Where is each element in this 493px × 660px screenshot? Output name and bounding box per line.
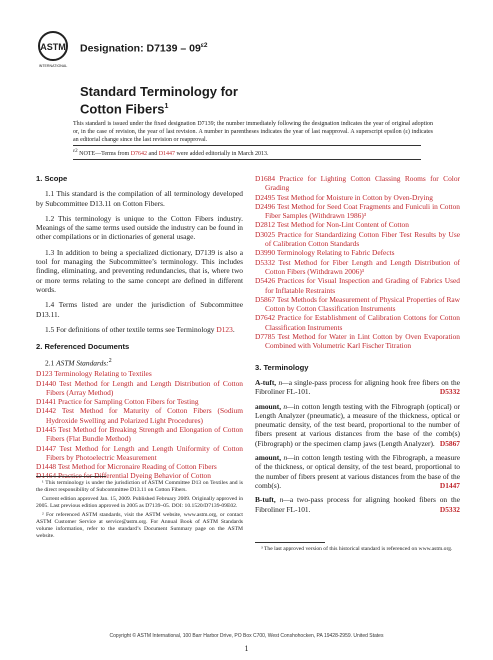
reference-item [255, 174, 460, 193]
reference-item [36, 369, 243, 378]
footnote: ³ The last approved version of this historical standard is referenced on www.astm.org. [261, 546, 453, 552]
reference-item [36, 425, 243, 444]
term-definition: in cotton length testing with the Fibrograph (optical) or Length Analyzer (pneumatic), a measure of the thickness, optical or pneumatic density, of the test beard, proportional to the number of fibers present at various distances from the base of the comb(s) (Fibrograph) or the specimen clamp jaws (Length Analyzer). [255, 401, 460, 448]
reference-title-link[interactable]: Test Method for Length and Length Distribution of Cotton Fibers (Array Method) [46, 378, 244, 397]
reference-title-link[interactable]: Practice for Lighting Cotton Classing Rooms for Color Grading [265, 174, 460, 193]
scope-1-1: 1.1 This standard is the compilation of all terminology developed by Subcommittee D13.11 on Cotton Fibers. [36, 189, 243, 208]
reference-item [255, 276, 460, 295]
ref-link-d123[interactable]: D123 [216, 324, 233, 334]
reference-code-link[interactable]: D2496 [255, 201, 276, 211]
term-name: B-tuft, [255, 495, 276, 505]
reference-code-link[interactable]: D5332 [255, 257, 276, 267]
reference-title-link[interactable]: Test Method for Length and Length Uniformity of Cotton Fibers by Photoelectric Measurement [46, 443, 243, 462]
reference-item [36, 406, 243, 425]
astm-logo [36, 30, 70, 70]
reference-item [255, 295, 460, 314]
editorial-note: $^{\varepsilon 2}$ NOTE—Terms from D7642 and D1447 were added editorially in March 2013. [73, 145, 421, 160]
refdocs-heading: 2. Referenced Documents [36, 342, 130, 352]
reference-title-link[interactable]: Test Method for Micronaire Reading of Cotton Fibers [57, 462, 217, 472]
term-source-link[interactable]: D5332 [439, 504, 460, 514]
left-column [36, 174, 244, 539]
reference-item [255, 332, 460, 351]
right-column [255, 174, 461, 552]
term-part-of-speech: n— [278, 377, 289, 387]
reference-code-link[interactable]: D123 [36, 369, 53, 379]
reference-item [36, 379, 243, 398]
term-definition: a two-pass process for aligning hooked fibers on the Fibroliner FL-101. [255, 495, 460, 514]
term-source-link[interactable]: D5867 [439, 438, 460, 448]
astm-standards-label: 2.1 ASTM Standards:$^2$ [45, 358, 112, 368]
reference-title-link[interactable]: Practice for Standardizing Cotton Fiber Test Results by Use of Calibration Cotton Standards [265, 229, 460, 249]
reference-title-link[interactable]: Test Method for Water in Lint Cotton by Oven Evaporation Combined with Volumetric Karl Fischer Titration [265, 332, 460, 351]
reference-code-link[interactable]: D1448 [36, 462, 57, 472]
reference-code-link[interactable]: D1441 [36, 397, 57, 407]
reference-item [255, 202, 460, 221]
reference-code-link[interactable]: D1447 [36, 443, 57, 453]
reference-code-link[interactable]: D2812 [255, 220, 276, 230]
reference-title-link[interactable]: Practices for Visual Inspection and Grading of Fabrics Used for Inflatable Restraints [265, 276, 460, 295]
reference-item [255, 230, 460, 249]
reference-code-link[interactable]: D7785 [255, 332, 276, 342]
term-definition: in cotton length testing with the Fibrograph, a measure of the thickness, or optical density, of the test beard, proportional to the number of fibers present at various distances from the base of the comb(s). [255, 453, 460, 490]
scope-1-4: 1.4 Terms listed are under the jurisdiction of Subcommittee D13.11. [36, 300, 243, 319]
copyright-footer: Copyright © ASTM International, 100 Barr Harbor Drive, PO Box C700, West Conshohocken, PA 19428-2959. United States [109, 633, 384, 639]
reference-title-link[interactable]: Test Method for Non-Lint Content of Cotton [276, 220, 409, 230]
note-ref-d1447[interactable]: D1447 [158, 151, 176, 157]
reference-item [36, 462, 243, 471]
footnote: ¹ This terminology is under the jurisdiction of ASTM Committee D13 on Textiles and is the direct responsibility of Subcommittee D13.11 on Cotton Fibers. [36, 480, 243, 493]
reference-code-link[interactable]: D1442 [36, 406, 57, 416]
terminology-heading: 3. Terminology [255, 362, 309, 372]
footnotes-right [255, 542, 460, 555]
reference-item [255, 220, 460, 229]
reference-code-link[interactable]: D1445 [36, 425, 57, 434]
reference-item [255, 248, 460, 257]
reference-item [255, 193, 460, 202]
term-entry [255, 402, 460, 448]
reference-title-link[interactable]: Test Method for Breaking Strength and Elongation of Cotton Fibers (Flat Bundle Method) [46, 425, 243, 444]
term-part-of-speech: n— [279, 495, 290, 505]
reference-code-link[interactable]: D7642 [255, 313, 276, 323]
reference-code-link[interactable]: D5867 [255, 294, 276, 304]
reference-title-link[interactable]: Test Methods for Measurement of Physical Properties of Raw Cotton by Cotton Classification Instruments [265, 294, 460, 314]
note-ref-d7642[interactable]: D7642 [130, 151, 148, 157]
reference-title-link[interactable]: Practice for Differential Dyeing Behavior of Cotton [57, 471, 211, 481]
term-name: amount, [255, 401, 282, 411]
term-name: amount, [255, 453, 282, 463]
term-name: A-tuft, [255, 377, 277, 387]
reference-item [36, 444, 243, 463]
reference-code-link[interactable]: D1440 [36, 378, 57, 388]
reference-title-link[interactable]: Terminology Relating to Textiles [54, 369, 152, 379]
reference-title-link[interactable]: Test Method for Fiber Length and Length Distribution of Cotton Fibers (Withdrawn 2006)³ [265, 257, 461, 276]
svg-text:ASTM: ASTM [40, 42, 66, 52]
scope-1-2: 1.2 This terminology is unique to the Cotton Fibers industry. Meanings of the same terms used outside the industry can be found in other compilations or in dictionaries of general usage. [36, 213, 243, 242]
reference-code-link[interactable]: D3025 [255, 229, 276, 239]
title-line-2: Cotton Fibers$^1$ [80, 101, 169, 117]
reference-title-link[interactable]: Practice for Establishment of Calibration Cottons for Cotton Classification Instruments [265, 313, 460, 332]
term-entry [255, 453, 460, 490]
reference-code-link[interactable]: D2495 [255, 192, 276, 202]
reference-item [255, 258, 460, 277]
term-entry [255, 495, 460, 514]
title-line-1: Standard Terminology for [80, 84, 238, 99]
reference-title-link[interactable]: Test Method for Maturity of Cotton Fibers (Sodium Hydroxide Swelling and Polarized Light Procedures) [46, 406, 244, 425]
scope-1-5: 1.5 For definitions of other textile terms see Terminology D123. [45, 324, 235, 334]
term-source-link[interactable]: D5332 [439, 387, 460, 397]
footnote: Current edition approved Jan. 15, 2009. Published February 2009. Originally approved in 2005. Last previous edition approved in 2005 as D7139–05. DOI: 10.1520/D7139-09E02. [36, 496, 243, 509]
terms-list [255, 378, 460, 514]
reference-code-link[interactable]: D5426 [255, 276, 276, 286]
term-source-link[interactable]: D1447 [439, 480, 460, 490]
reference-title-link[interactable]: Practice for Sampling Cotton Fibers for Testing [57, 397, 199, 407]
reference-title-link[interactable]: Terminology Relating to Fabric Defects [276, 248, 395, 258]
document-title [80, 84, 238, 116]
term-entry [255, 378, 460, 397]
reference-title-link[interactable]: Test Method for Seed Coat Fragments and Funiculi in Cotton Fiber Samples (Withdrawn 1986)³ [265, 201, 460, 221]
term-definition: a single-pass process for aligning hook free fibers on the Fibroliner FL-101. [255, 377, 460, 397]
reference-title-link[interactable]: Test Method for Moisture in Cotton by Oven-Drying [276, 192, 433, 202]
intro-paragraph: This standard is issued under the fixed designation D7139; the number immediately following the designation indicates the year of original adoption or, in the case of revision, the year of last revision. A number in parentheses indicates the year of last reapproval. A superscript epsilon (ε) indicates an editorial change since the last revision or reapproval. [73, 121, 433, 144]
footnote: ² For referenced ASTM standards, visit the ASTM website, www.astm.org, or contact ASTM Customer Service at service@astm.org. For Annual Book of ASTM Standards volume information, refer to the standard’s Document Summary page on the ASTM website. [36, 512, 243, 539]
term-part-of-speech: n— [283, 401, 294, 411]
svg-text:INTERNATIONAL: INTERNATIONAL [38, 64, 68, 68]
reference-item [36, 397, 243, 406]
reference-item [255, 313, 460, 332]
footnotes-left [36, 476, 243, 542]
designation: Designation: $D7139 - 09^{\varepsilon 2}$ [80, 42, 208, 55]
reference-code-link[interactable]: D1464 [36, 471, 57, 481]
scope-heading: 1. Scope [36, 174, 68, 183]
reference-code-link[interactable]: D3990 [255, 248, 276, 258]
reference-list-right [255, 174, 460, 351]
reference-list-left [36, 369, 243, 481]
term-part-of-speech: n— [283, 453, 294, 463]
page-number: 1 [244, 644, 249, 653]
scope-1-3: 1.3 In addition to being a specialized dictionary, D7139 is also a tool for managing the Subcommittee’s terminology. This includes finding, eliminating, and preventing redundancies, that is, where two or more terms relating to the same concept are defined in different words. [36, 247, 243, 294]
reference-code-link[interactable]: D1684 [255, 174, 276, 183]
